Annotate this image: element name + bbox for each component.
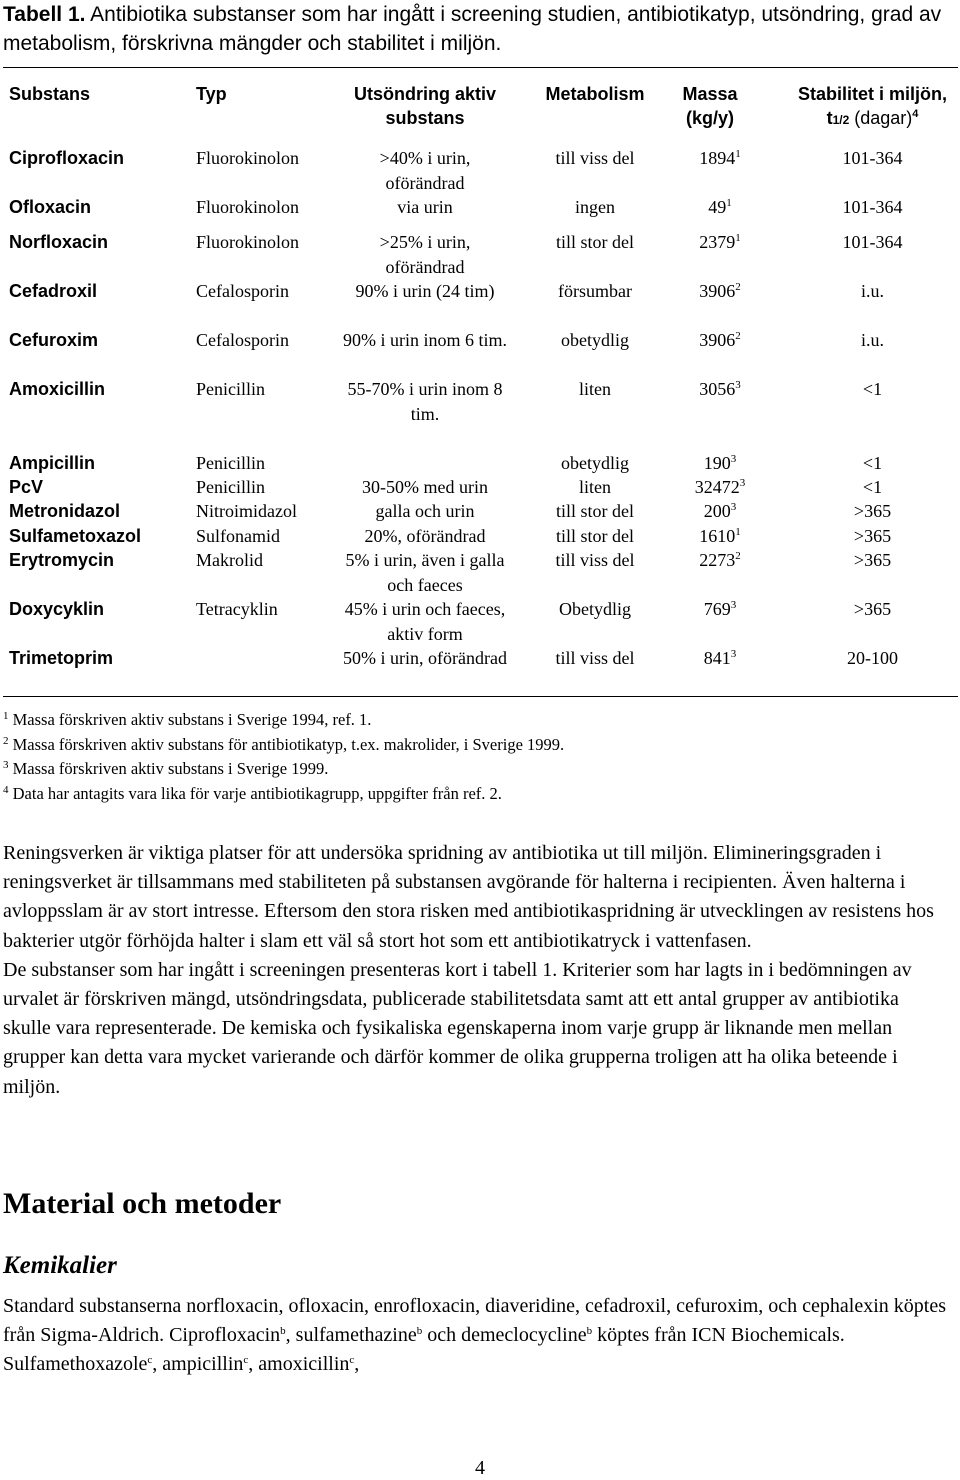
section-heading: Material och metoder [3,1187,282,1220]
table-top-rule [3,67,958,68]
paragraph [3,1292,948,1380]
row-typ: Penicillin [196,379,265,399]
row-utsondring: 90% i urin (24 tim) [355,281,495,301]
row-massa-value: 3906 [699,330,736,350]
row-massa [670,524,770,549]
row-substans: PcV [9,477,44,497]
row-substans: Cefuroxim [9,330,99,350]
paragraph-text: , amoxicillin [248,1353,350,1376]
row-massa-ref: 3 [730,648,737,660]
row-utsondring: 50% i urin, oförändrad [343,648,507,668]
row-metabolism: till viss del [555,550,635,570]
row-massa [670,377,770,402]
row-substans: Amoxicillin [9,379,106,399]
row-substans: Erytromycin [9,550,115,570]
row-metabolism: Obetydlig [559,599,631,619]
row-massa-value: 32472 [694,477,740,497]
row-massa-value: 3906 [699,281,736,301]
row-massa-ref: 1 [735,526,741,538]
footnote [3,708,564,733]
row-metabolism: till stor del [556,232,634,252]
header-stabilitet-line1: Stabilitet i miljön, [797,84,947,104]
row-stabilitet: <1 [862,379,883,399]
header-stabilitet-rest: (dagar) [849,108,913,128]
row-massa-ref: 1 [735,232,741,244]
row-substans: Norfloxacin [9,232,109,252]
row-massa [670,597,770,622]
row-metabolism: försumbar [558,281,632,301]
paragraph-text: , sulfamethazine [285,1324,417,1347]
row-massa [670,475,770,500]
row-massa [670,548,770,573]
row-massa-ref: 3 [730,501,737,513]
footnote-marker: 4 [3,783,9,796]
row-stabilitet: <1 [862,477,883,497]
row-metabolism: ingen [575,197,615,217]
footnote-marker: 3 [3,759,9,771]
row-utsondring: >40% i urin, oförändrad [379,148,471,193]
row-substans: Metronidazol [9,501,120,521]
row-stabilitet: >365 [853,501,892,521]
row-massa-ref: 2 [735,281,741,293]
row-metabolism: till viss del [555,648,635,668]
row-stabilitet: 101-364 [842,232,903,252]
row-substans: Ampicillin [9,453,96,473]
row-typ: Tetracyklin [196,599,278,619]
row-stabilitet: >365 [853,550,892,570]
row-utsondring: 45% i urin och faeces, aktiv form [344,599,506,644]
row-massa-value: 1894 [699,148,736,168]
row-utsondring: via urin [397,197,453,217]
paragraph: De substanser som har ingått i screeningen presenteras kort i tabell 1. Kriterier som har lagts in i bedömningen av urvalet är förskriven mängd, utsöndringsdata, publicerade stabilitetsdata samt att ett antal grupper av antibiotika skulle vara representerade. De kemiska och fysikaliska egenskaperna inom varje grupp är liknande men mellan grupper kan detta vara mycket varierande och därför kommer de olika grupperna troligen att ha olika beteende i miljön. [3,958,912,1098]
row-substans: Sulfametoxazol [9,526,142,546]
row-massa [670,328,770,353]
footnotes [3,708,564,806]
row-massa-ref: 2 [735,550,741,562]
row-utsondring: 30-50% med urin [362,477,488,497]
row-massa-value: 769 [703,599,731,619]
row-massa [670,451,770,476]
paragraph-text: och demeclocycline [422,1324,587,1347]
row-massa [670,499,770,524]
row-utsondring: >25% i urin, oförändrad [379,232,471,277]
row-massa-value: 3056 [699,379,736,399]
row-metabolism: obetydlig [561,330,629,350]
row-stabilitet: 20-100 [847,648,898,668]
row-massa-ref: 1 [726,197,732,209]
row-typ: Penicillin [196,453,265,473]
footnote [3,757,564,782]
row-metabolism: liten [579,477,611,497]
row-utsondring: galla och urin [375,501,475,521]
row-massa-ref: 3 [735,379,741,391]
footnote [3,782,564,807]
header-utsondring: Utsöndring aktiv substans [353,84,496,128]
paragraph: Reningsverken är viktiga platser för att undersöka spridning av antibiotika ut till miljön. Elimineringsgraden i reningsverket är tillsammans med stabiliteten på substansen avgörande för halterna i recipienten. Även halterna i avloppsslam är av stort intresse. Eftersom den stora risken med antibiotikaspridning är utvecklingen av resistens hos bakterier utgör förhöjda halter i slam ett väl så stort hot som ett antibiotikatryck i vattenfasen. [3,842,934,952]
row-utsondring: 5% i urin, även i galla och faeces [345,550,505,595]
header-stabilitet [775,82,960,132]
page-number: 4 [475,1457,485,1479]
row-typ: Cefalosporin [196,330,289,350]
header-massa: Massa (kg/y) [682,84,738,128]
supplier-marker: b [280,1325,286,1338]
row-utsondring: 90% i urin inom 6 tim. [343,330,507,350]
row-substans: Doxycyklin [9,599,105,619]
supplier-marker: c [243,1354,249,1367]
row-substans: Cefadroxil [9,281,98,301]
table-caption [3,0,953,58]
row-massa-value: 200 [703,501,731,521]
row-substans: Ciprofloxacin [9,148,125,168]
row-massa-ref: 2 [735,330,741,342]
caption-label: Tabell 1. [3,3,86,26]
header-substans: Substans [9,84,91,104]
row-stabilitet: >365 [853,599,892,619]
header-stabilitet-sup: 4 [912,108,919,120]
supplier-marker: c [349,1354,355,1367]
row-substans: Ofloxacin [9,197,92,217]
row-metabolism: till stor del [556,501,634,521]
header-stabilitet-sub: 1/2 [832,113,850,127]
row-massa [670,146,770,171]
footnote [3,733,564,758]
row-massa-ref: 3 [730,599,737,611]
footnote-text: Massa förskriven aktiv substans i Sverige 1994, ref. 1. [8,710,372,729]
row-stabilitet: 101-364 [842,148,903,168]
row-stabilitet: >365 [853,526,892,546]
supplier-marker: b [416,1325,423,1338]
row-typ: Fluorokinolon [196,197,300,217]
row-metabolism: till viss del [555,148,635,168]
row-massa [670,279,770,304]
header-typ: Typ [196,84,227,104]
subsection-heading: Kemikalier [3,1252,117,1279]
footnote-text: Massa förskriven aktiv substans för antibiotikatyp, t.ex. makrolider, i Sverige 1999. [8,734,565,754]
row-massa [670,646,770,671]
row-stabilitet: i.u. [860,281,884,301]
footnote-marker: 1 [3,710,9,722]
row-substans: Trimetoprim [9,648,114,668]
paragraph-text: Standard substanserna norfloxacin, ofloxacin, enrofloxacin, diaveridine, cefadroxil, cefuroxim, och cephalexin köptes från Sigma-Aldrich. Ciprofloxacin [3,1295,946,1347]
paragraph-text: köptes från ICN Biochemicals. Sulfamethoxazole [3,1324,845,1376]
row-typ: Makrolid [196,550,263,570]
row-massa-ref: 1 [735,148,741,160]
table-bottom-rule [3,696,958,697]
row-typ: Nitroimidazol [196,501,297,521]
footnote-marker: 2 [3,734,9,747]
row-typ: Fluorokinolon [196,232,300,252]
row-massa-ref: 3 [739,477,746,489]
row-massa-value: 2379 [699,232,736,252]
paragraph-text: , ampicillin [152,1353,244,1376]
row-typ: Penicillin [196,477,265,497]
supplier-marker: c [147,1354,153,1367]
row-massa-ref: 3 [730,453,737,465]
paragraph-text: , [354,1353,360,1376]
body-paragraphs [3,839,948,1102]
row-stabilitet: <1 [862,453,883,473]
row-typ: Fluorokinolon [196,148,300,168]
row-typ: Sulfonamid [196,526,280,546]
row-massa-value: 190 [703,453,731,473]
row-metabolism: till stor del [556,526,634,546]
row-utsondring: 55-70% i urin inom 8 tim. [347,379,503,424]
row-stabilitet: i.u. [860,330,884,350]
row-massa-value: 2273 [699,550,736,570]
row-massa [670,230,770,255]
footnote-text: Data har antagits vara lika för varje antibiotikagrupp, uppgifter från ref. 2. [8,783,502,803]
row-utsondring: 20%, oförändrad [364,526,486,546]
row-metabolism: obetydlig [561,453,629,473]
row-massa-value: 49 [708,197,727,217]
header-metabolism: Metabolism [545,84,645,104]
row-stabilitet: 101-364 [842,197,903,217]
row-massa-value: 841 [703,648,731,668]
row-massa [670,195,770,220]
caption-text: Antibiotika substanser som har ingått i screening studien, antibiotikatyp, utsöndring, grad av metabolism, förskrivna mängder och stabilitet i miljön. [3,3,942,55]
row-massa-value: 1610 [699,526,736,546]
row-metabolism: liten [579,379,611,399]
footnote-text: Massa förskriven aktiv substans i Sverige 1999. [8,759,329,778]
header-stabilitet-t: t [826,108,833,128]
supplier-marker: b [586,1325,593,1338]
row-typ: Cefalosporin [196,281,289,301]
